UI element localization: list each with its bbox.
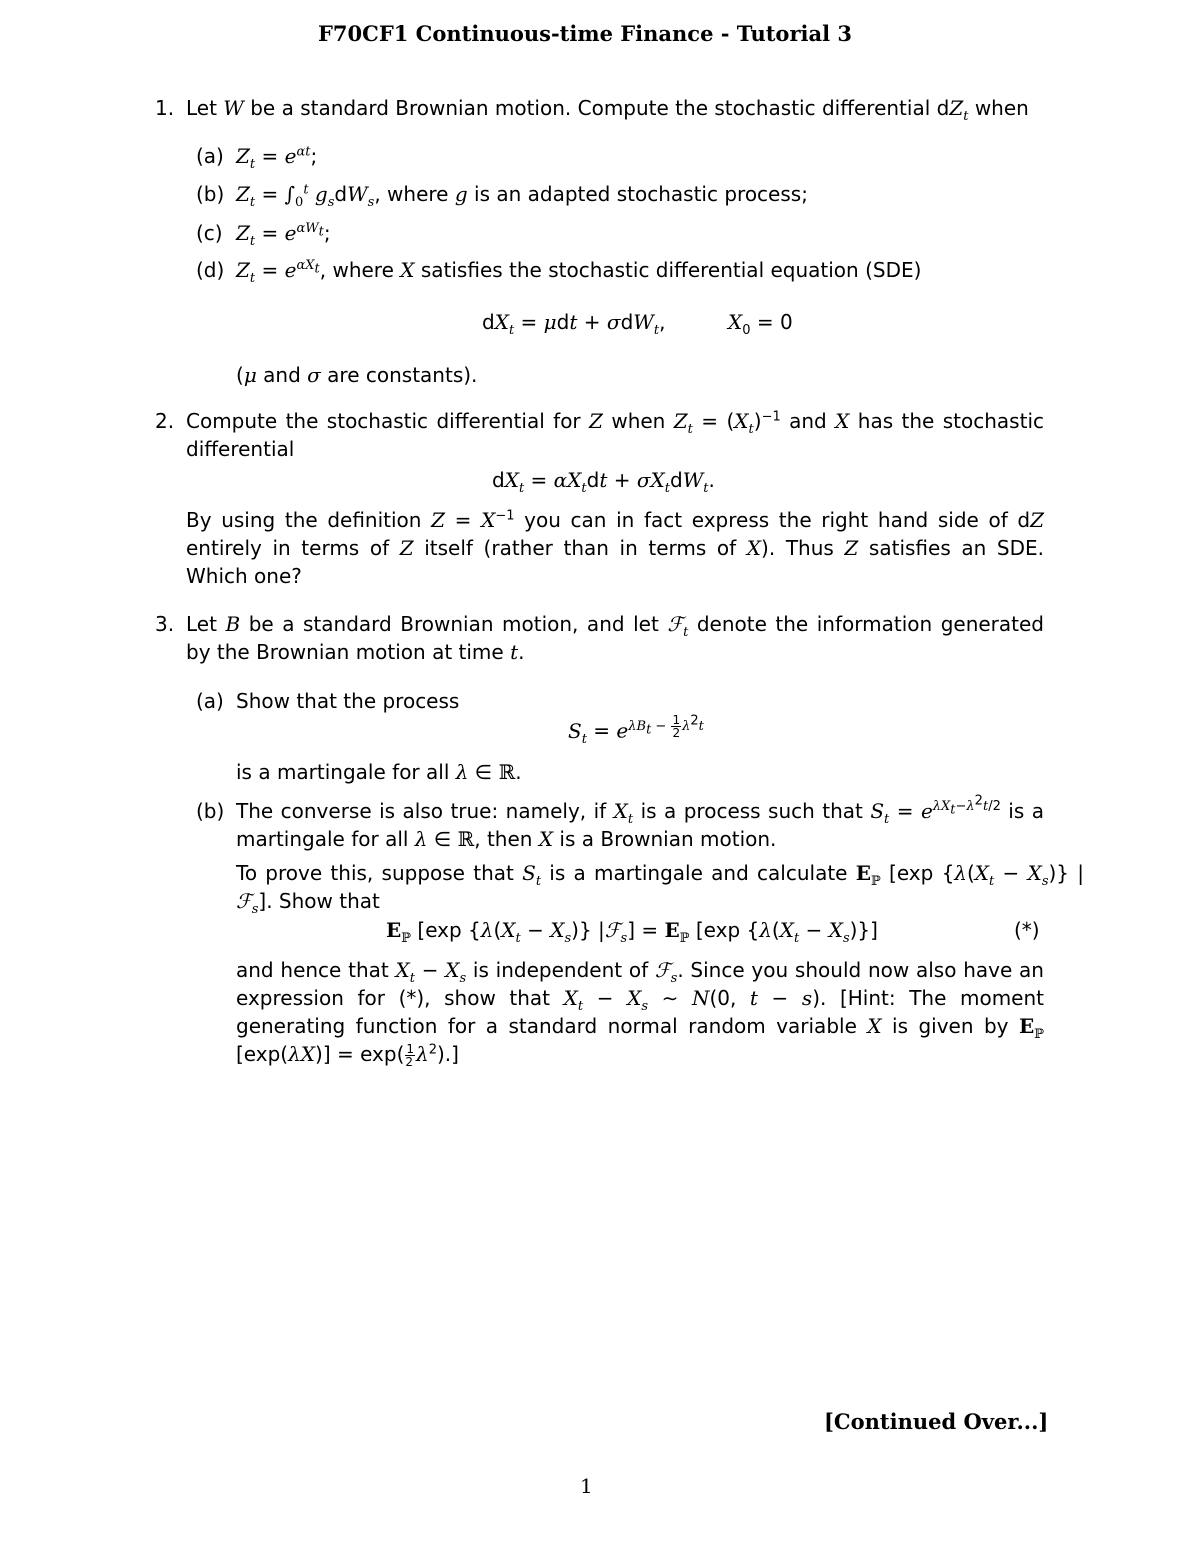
continued-note: [Continued Over...]: [824, 1409, 1049, 1434]
question-followup: By using the definition $Z = X^{-1}$ you can in fact express the right hand side of dZ entirely in terms of Z itself (rather than in terms of X). Thus Z satisfies an SDE. Which one?: [186, 508, 1044, 588]
part-text-2: To prove this, suppose that $S_t$ is a martingale and calculate $E_ℙ$ [exp $\{\lambda(X_t - X_s)\}$ |ℱ$_s$]. Show that: [236, 861, 1085, 917]
part-label: (a): [196, 144, 224, 168]
document-title: F70CF1 Continuous-time Finance - Tutorial 3: [317, 21, 852, 46]
part-text: The converse is also true: namely, if $X_t$ is a process such that $S_t = e^{\lambda X_t-\lambda^2t/2}$ is a martingale for all λ ∈ ℝ, then X is a Brownian motion.: [236, 794, 1044, 851]
part-label: (a): [196, 689, 224, 713]
display-equation: $dX_t = \alpha X_tdt + \sigma X_tdW_t$.: [492, 468, 715, 496]
display-equation-condition: $X_0 = 0$: [728, 310, 793, 338]
question-intro: Compute the stochastic differential for Z when $Z_t = (X_t)^{-1}$ and X has the stochastic differential: [186, 409, 1044, 461]
part-label: (b): [196, 182, 225, 206]
part-after: is a martingale for all λ ∈ ℝ.: [236, 760, 522, 784]
page-number: 1: [580, 1474, 593, 1498]
part-text: Show that the process: [236, 689, 460, 713]
part-label: (b): [196, 799, 225, 823]
display-equation: $S_t = e^{\lambda B_t - \frac{1}{2} \lambda^2t}$: [568, 713, 704, 747]
equation-tag: (*): [1014, 918, 1040, 942]
display-equation: $E_ℙ$ [exp $\{\lambda(X_t - X_s)\}$ |ℱ$_s$] = $E_ℙ$ [exp $\{\lambda(X_t - X_s)\}$]: [386, 918, 878, 946]
part-text: $Z_t = \int_0^t$ $g_sdW_s$, where g is an adapted stochastic process;: [236, 182, 808, 210]
part-text: $Z_t = e^{\alpha W_t}$;: [236, 221, 331, 249]
question-number: 2.: [155, 409, 175, 433]
question-number: 1.: [155, 96, 175, 120]
display-equation: $dX_t = \mu dt + \sigma dW_t$,: [482, 310, 666, 338]
part-text: $Z_t = e^{\alpha X_t}$, where X satisfies the stochastic differential equation (SDE): [236, 258, 922, 286]
part-label: (c): [196, 221, 223, 245]
part-label: (d): [196, 258, 225, 282]
question-intro: Let W be a standard Brownian motion. Compute the stochastic differential $dZ_t$ when: [186, 96, 1029, 124]
constants-note: (μ and σ are constants).: [236, 363, 478, 387]
question-intro: Let B be a standard Brownian motion, and let ℱ$_t$ denote the information generated by the Brownian motion at time t.: [186, 612, 1045, 664]
part-text-3: and hence that $X_t - X_s$ is independent of ℱ$_s$. Since you should now also have an expression for (*), show that $X_t - X_s$ ∼ N(0, t − s). [Hint: The moment generating function for a standard normal random variable X is given by $E_ℙ$ [exp(λX)] = exp( $\frac{1}{2}$ $\lambda^2$).]: [236, 958, 1045, 1069]
question-number: 3.: [155, 612, 175, 636]
part-text: $Z_t = e^{\alpha t}$;: [236, 144, 318, 172]
